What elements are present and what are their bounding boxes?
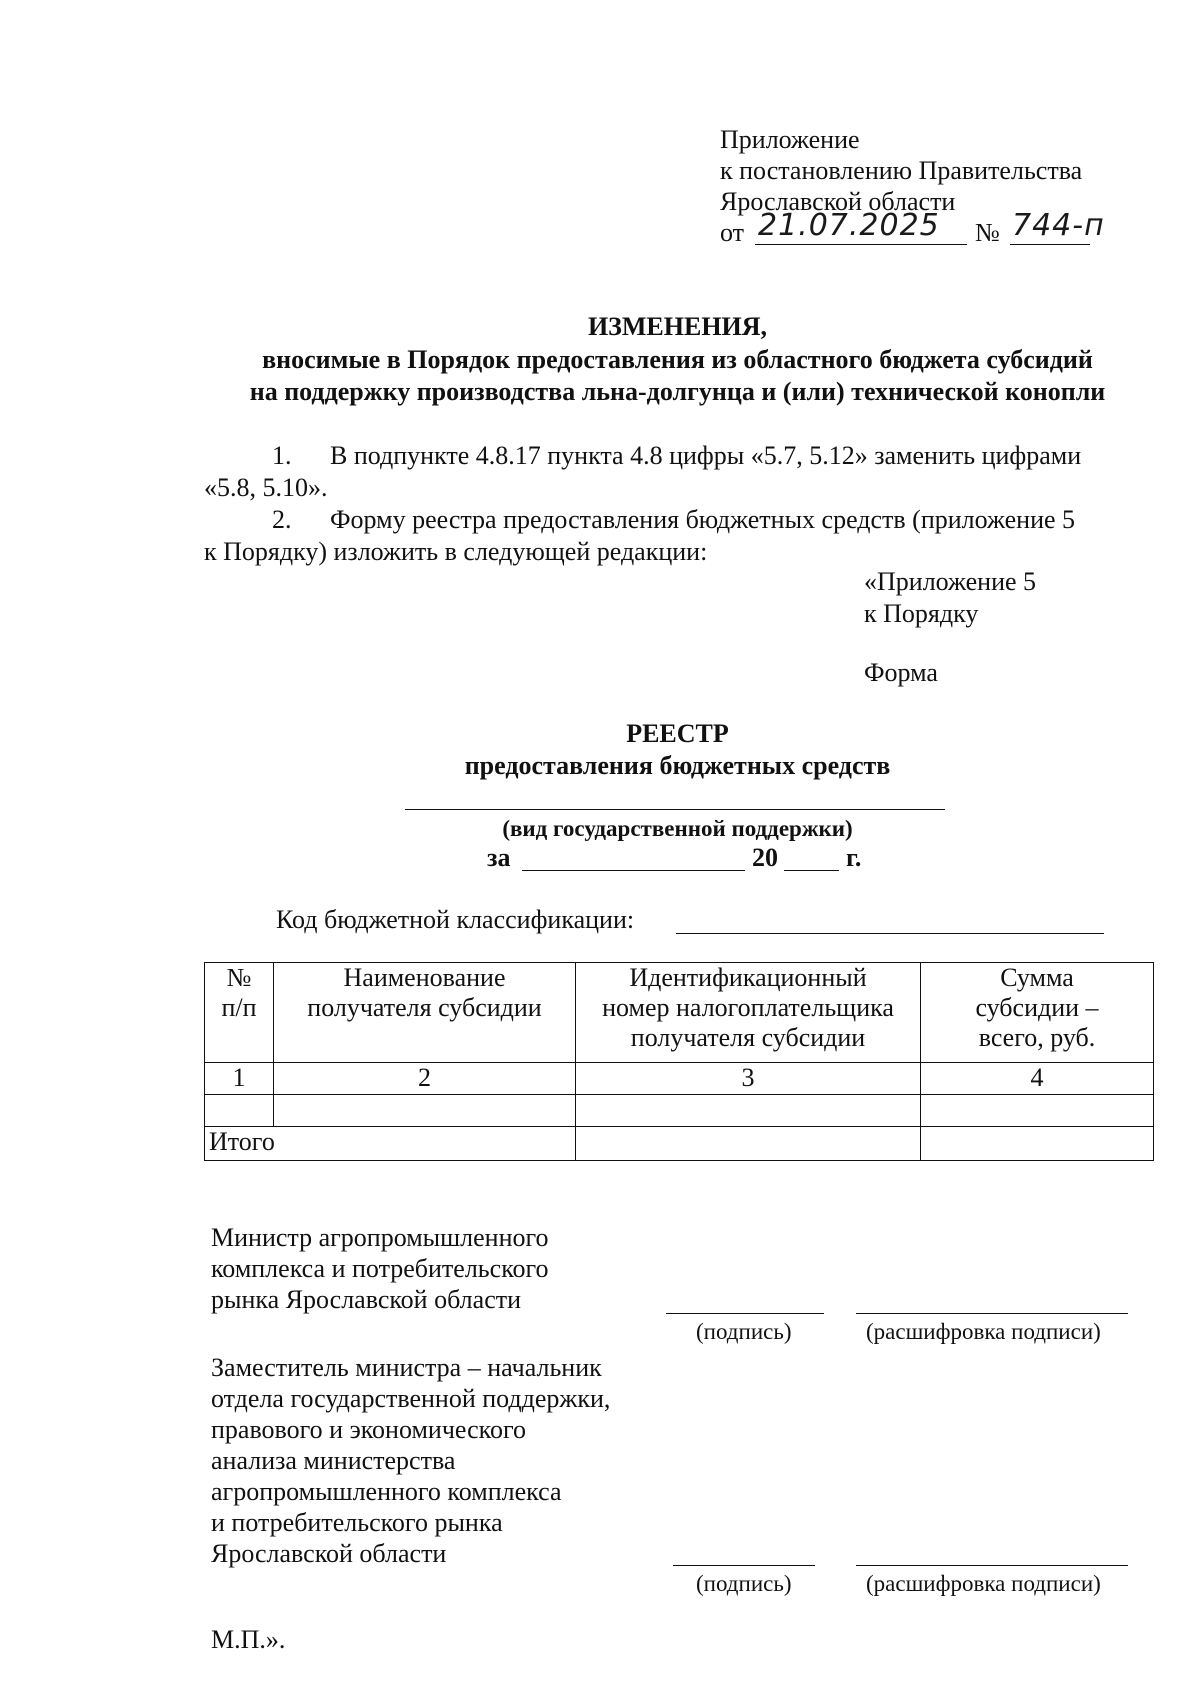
header-cell-number: [205, 963, 274, 1063]
header-cell-amount: [921, 963, 1154, 1063]
table-cell: [205, 1095, 274, 1127]
period-year: 20: [752, 843, 778, 872]
header-text: всего, руб.: [978, 1023, 1096, 1052]
position-line: и потребительского рынка: [211, 1508, 503, 1537]
header-text: Идентификационный: [629, 963, 867, 992]
header-cell-recipient: [274, 963, 576, 1063]
table-header-row: [205, 963, 1154, 1063]
period-prefix: за: [487, 843, 511, 872]
position-line: Заместитель министра – начальник: [211, 1353, 602, 1382]
position-line: анализа министерства: [211, 1446, 456, 1475]
item-2-text: Форму реестра предоставления бюджетных средств (приложение 5: [330, 505, 1076, 534]
total-label: Итого: [205, 1127, 576, 1161]
support-type-caption: (вид государственной поддержки): [502, 816, 853, 841]
header-cell-inn: [576, 963, 921, 1063]
position-line: Министр агропромышленного: [211, 1223, 549, 1252]
period-blank: [522, 870, 745, 871]
total-row: [205, 1127, 1154, 1161]
header-text: получателя субсидии: [630, 1023, 866, 1052]
decode-caption: (расшифровка подписи): [866, 1571, 1101, 1596]
decode-line: [856, 1313, 1128, 1314]
support-type-blank: [405, 809, 945, 810]
column-number-row: [205, 1063, 1154, 1095]
header-text: №: [226, 963, 252, 992]
column-number-cell: 4: [921, 1063, 1154, 1095]
registry-title: РЕЕСТР: [626, 719, 729, 748]
column-number-cell: 2: [274, 1063, 576, 1095]
signature-caption: (подпись): [696, 1571, 792, 1596]
title-sub-2: на поддержку производства льна-долгунца и (или) технической конопли: [249, 377, 1106, 406]
position-line: отдела государственной поддержки,: [211, 1384, 611, 1413]
item-2-number: 2.: [272, 505, 292, 534]
date-prefix: от: [720, 218, 745, 247]
signature-caption: (подпись): [696, 1319, 792, 1344]
total-cell: [921, 1127, 1154, 1161]
table-cell: [921, 1095, 1154, 1127]
number-prefix: №: [975, 218, 1000, 247]
year-blank: [784, 870, 839, 871]
header-text: Наименование: [343, 963, 506, 992]
form-label: Форма: [864, 658, 938, 687]
number-underline: [1010, 244, 1090, 245]
column-number-cell: 1: [205, 1063, 274, 1095]
item-1-text-cont: «5.8, 5.10».: [204, 473, 328, 502]
handwritten-date: 21.07.2025: [758, 208, 940, 243]
table-row: [205, 1095, 1154, 1127]
position-line: Ярославской области: [211, 1539, 447, 1568]
registry-subtitle: предоставления бюджетных средств: [464, 751, 891, 780]
table-cell: [274, 1095, 576, 1127]
registry-table: [204, 962, 1154, 1161]
header-text: получателя субсидии: [307, 993, 542, 1022]
decode-caption: (расшифровка подписи): [866, 1319, 1101, 1344]
handwritten-number: 744-п: [1012, 208, 1105, 243]
header-text: Сумма: [1000, 963, 1074, 992]
stamp-place: М.П.».: [211, 1625, 286, 1654]
header-line-3: Ярославской области: [720, 187, 956, 216]
header-text: субсидии –: [975, 993, 1099, 1022]
signature-line: [673, 1565, 815, 1566]
position-line: рынка Ярославской области: [211, 1285, 522, 1314]
period-suffix: г.: [846, 843, 862, 872]
item-1-number: 1.: [272, 441, 292, 470]
header-line-1: Приложение: [720, 125, 860, 154]
appendix-5-line-2: к Порядку: [864, 599, 979, 628]
title-sub-1: вносимые в Порядок предоставления из областного бюджета субсидий: [262, 345, 1093, 374]
table-cell: [576, 1095, 921, 1127]
item-1-text: В подпункте 4.8.17 пункта 4.8 цифры «5.7, 5.12» заменить цифрами: [330, 441, 1082, 470]
appendix-5-line-1: «Приложение 5: [864, 567, 1037, 596]
position-line: комплекса и потребительского: [211, 1254, 549, 1283]
budget-code-blank: [676, 933, 1104, 934]
budget-code-label: Код бюджетной классификации:: [276, 905, 635, 934]
title-main: ИЗМЕНЕНИЯ,: [587, 312, 768, 341]
column-number-cell: 3: [576, 1063, 921, 1095]
header-line-2: к постановлению Правительства: [720, 156, 1083, 185]
header-text: п/п: [221, 993, 257, 1022]
decode-line: [856, 1565, 1128, 1566]
total-cell: [576, 1127, 921, 1161]
position-line: агропромышленного комплекса: [211, 1477, 562, 1506]
header-text: номер налогоплательщика: [602, 993, 894, 1022]
date-underline: [755, 244, 967, 245]
item-2-text-cont: к Порядку) изложить в следующей редакции:: [204, 537, 708, 566]
position-line: правового и экономического: [211, 1415, 526, 1444]
signature-line: [666, 1313, 824, 1314]
